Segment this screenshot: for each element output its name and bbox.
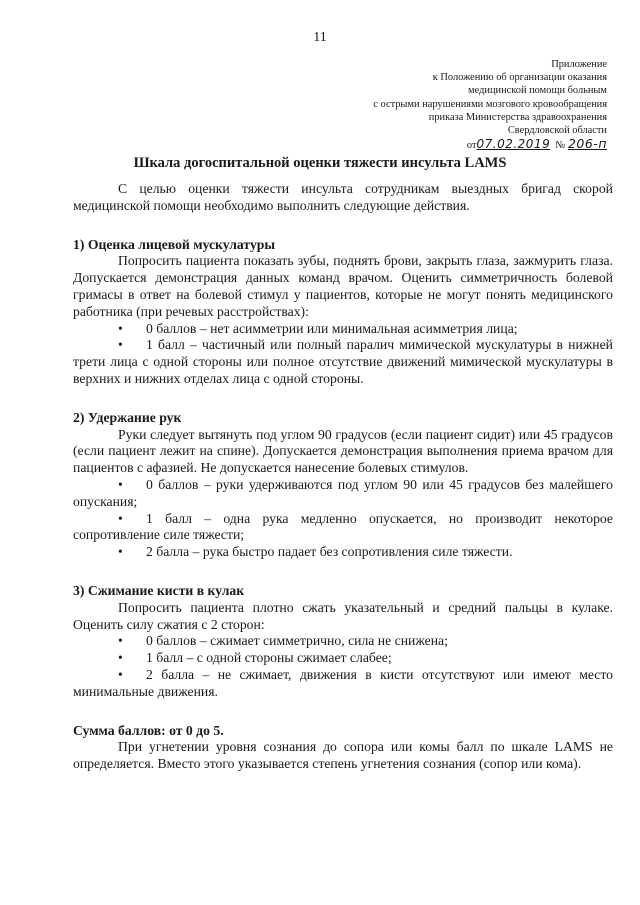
bullet-icon: • [118,544,123,560]
bullet-item: • 1 балл – с одной стороны сжимает слабее; [118,650,392,666]
document-body [73,181,613,773]
bullet-item: • 1 балл – частичный или полный паралич мимической мускулатуры в нижней трети лица с одной стороны или полное отсутствие движений мимической мускулатуры в верхних и нижних отделах лица с одной стороны. [73,337,613,386]
handwritten-date: 07.02.2019 [476,137,551,152]
bullet-icon: • [118,633,123,649]
appendix-line: медицинской помощи больным [468,85,607,97]
date-prefix: от [466,140,477,152]
sum-text: При угнетении уровня сознания до сопора или комы балл по шкале LAMS не определяется. Вместо этого указывается степень угнетения сознания (сопор или кома). [73,739,613,772]
appendix-line: приказа Министерства здравоохранения [428,111,607,123]
appendix-line: Приложение [551,59,607,70]
bullet-item: • 2 балла – не сжимает, движения в кисти отсутствуют или имеют место минимальные движения. [73,666,613,699]
bullet-item: • 2 балла – рука быстро падает без сопротивления силе тяжести. [118,544,513,560]
bullet-item: • 0 баллов – руки удерживаются под углом 90 или 45 градусов без малейшего опускания; [73,476,613,509]
bullet-icon: • [118,320,123,336]
section-text-arms: Руки следует вытянуть под углом 90 градусов (если пациент сидит) или 45 градусов (если пациент лежит на спине). Допускается демонстрация выполнения приема врачом для пациентов с афазией. Не допускается нанесение болевых стимулов. [73,426,613,476]
section-heading-arms: 2) Удержание рук [73,409,182,425]
bullet-icon: • [118,337,123,353]
bullet-item: • 0 баллов – нет асимметрии или минимальная асимметрия лица; [118,320,518,336]
bullet-icon: • [118,476,123,492]
number-prefix: № [555,140,566,152]
section-text-face: Попросить пациента показать зубы, поднять брови, закрыть глаза, зажмурить глаза. Допускается демонстрация данных команд врачом. Оценить симметричность болевой гримасы в ответ на болевой стимул у пациентов, которые не могут понять медицинского работника (при речевых расстройствах): [73,253,613,319]
appendix-header [277,58,607,152]
section-heading-grip: 3) Сжимание кисти в кулак [73,582,245,598]
appendix-date-line [277,137,607,152]
intro-paragraph: С целью оценки тяжести инсульта сотрудникам выездных бригад скорой медицинской помощи необходимо выполнить следующие действия. [73,181,613,213]
sum-heading: Сумма баллов: от 0 до 5. [73,722,224,738]
bullet-item: • 1 балл – одна рука медленно опускается, но производит некоторое сопротивление силе тяжести; [73,510,613,543]
handwritten-number: 206-п [567,136,607,152]
appendix-line: к Положению об организации оказания [432,72,607,84]
appendix-line: с острыми нарушениями мозгового кровообращения [373,98,607,110]
section-heading-face: 1) Оценка лицевой мускулатуры [73,236,276,252]
section-text-grip: Попросить пациента плотно сжать указательный и средний пальцы в кулаке. Оценить силу сжатия с 2 сторон: [73,599,613,632]
appendix-line: Свердловской области [507,125,607,137]
bullet-icon: • [118,666,123,682]
document-title: Шкала догоспитальной оценки тяжести инсульта LAMS [133,155,507,171]
bullet-icon: • [118,650,123,666]
bullet-icon: • [118,510,123,526]
bullet-item: • 0 баллов – сжимает симметрично, сила не снижена; [118,633,448,649]
page-number: 11 [313,30,327,45]
